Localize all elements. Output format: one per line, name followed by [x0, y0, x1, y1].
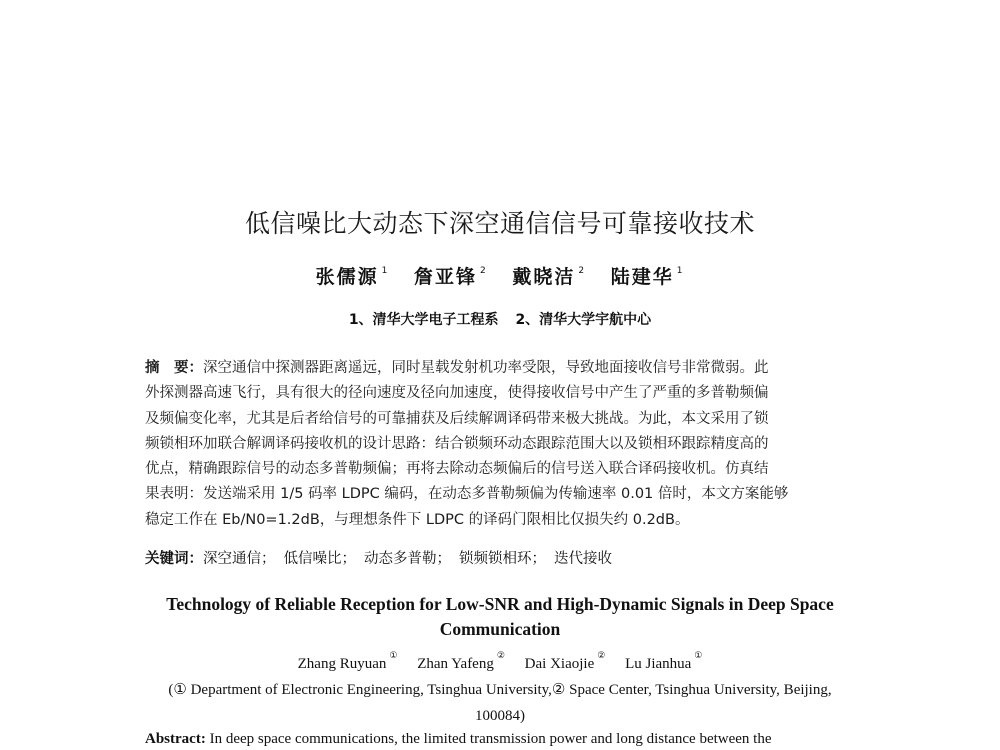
- abstract-line: 外探测器高速飞行，具有很大的径向速度及径向加速度，使得接收信号中产生了严重的多普勒频偏: [145, 385, 769, 402]
- chinese-author: [316, 266, 390, 288]
- english-author: [524, 650, 606, 672]
- abstract-label: 摘 要：: [145, 360, 203, 376]
- abstract-line: [145, 356, 857, 381]
- english-author: [417, 650, 505, 672]
- chinese-title: 低信噪比大动态下深空通信信号可靠接收技术: [244, 209, 755, 238]
- english-abstract-text: In deep space communications, the limited transmission power and long distance between the: [205, 731, 772, 747]
- english-abstract: [145, 731, 857, 748]
- keyword: 锁频锁相环；: [459, 551, 546, 567]
- english-author-affil-mark: ①: [389, 650, 398, 660]
- chinese-affiliation: 2、清华大学宇航中心: [515, 312, 652, 328]
- english-title: Technology of Reliable Reception for Low-SNR and High-Dynamic Signals in Deep Space Communication: [166, 594, 834, 639]
- keyword: 深空通信；: [203, 551, 276, 567]
- english-author-list: [0, 650, 1000, 673]
- english-author-name: Zhan Yafeng: [417, 656, 494, 672]
- chinese-author-name: 张儒源: [315, 266, 379, 288]
- abstract-line: 稳定工作在 Eb/N0=1.2dB，与理想条件下 LDPC 的译码门限相比仅损失约 0.2dB。: [145, 511, 690, 528]
- english-author: [297, 650, 398, 672]
- chinese-author-affil-mark: 1: [381, 266, 390, 276]
- chinese-author-name: 陆建华: [610, 266, 674, 288]
- chinese-author: [611, 266, 685, 288]
- abstract-line: 及频偏变化率，尤其是后者给信号的可靠捕获及后续解调译码带来极大挑战。为此，本文采用了锁: [145, 410, 769, 427]
- chinese-author-name: 詹亚锋: [413, 266, 477, 288]
- english-author: [625, 650, 703, 672]
- keywords-label: 关键词：: [145, 551, 203, 567]
- keyword: 低信噪比；: [283, 551, 356, 567]
- abstract-line: 优点，精确跟踪信号的动态多普勒频偏；再将去除动态频偏后的信号送入联合译码接收机。仿真结: [145, 461, 769, 478]
- keyword: 迭代接收: [554, 551, 612, 567]
- english-author-name: Zhang Ruyuan: [297, 656, 387, 672]
- chinese-keywords: [145, 547, 857, 568]
- chinese-abstract: [145, 356, 857, 533]
- keyword: 动态多普勒；: [364, 551, 451, 567]
- english-author-name: Lu Jianhua: [625, 656, 692, 672]
- abstract-text: 深空通信中探测器距离遥远，同时星载发射机功率受限，导致地面接收信号非常微弱。此: [203, 360, 769, 376]
- abstract-line: 果表明：发送端采用 1/5 码率 LDPC 编码，在动态多普勒频偏为传输速率 0.01 倍时，本文方案能够: [145, 486, 789, 503]
- chinese-author-list: [0, 262, 1000, 289]
- chinese-author-affil-mark: 1: [676, 266, 685, 276]
- english-author-name: Dai Xiaojie: [524, 656, 595, 672]
- english-author-affil-mark: ①: [694, 650, 703, 660]
- english-abstract-label: Abstract:: [145, 731, 206, 747]
- chinese-author-affil-mark: 2: [578, 266, 587, 276]
- chinese-author-name: 戴晓洁: [512, 266, 576, 288]
- chinese-author: [414, 266, 488, 288]
- chinese-author-affil-mark: 2: [479, 266, 488, 276]
- chinese-affiliations: [0, 309, 1000, 329]
- chinese-affiliation: 1、清华大学电子工程系: [348, 312, 499, 328]
- english-affiliations: (① Department of Electronic Engineering, Tsinghua University,② Space Center, Tsinghua University, Beijing, 100084): [168, 682, 832, 724]
- english-author-affil-mark: ②: [597, 650, 606, 660]
- chinese-author: [512, 266, 586, 288]
- english-author-affil-mark: ②: [496, 650, 505, 660]
- abstract-line: 频锁相环加联合解调译码接收机的设计思路：结合锁频环动态跟踪范围大以及锁相环跟踪精度高的: [145, 435, 769, 452]
